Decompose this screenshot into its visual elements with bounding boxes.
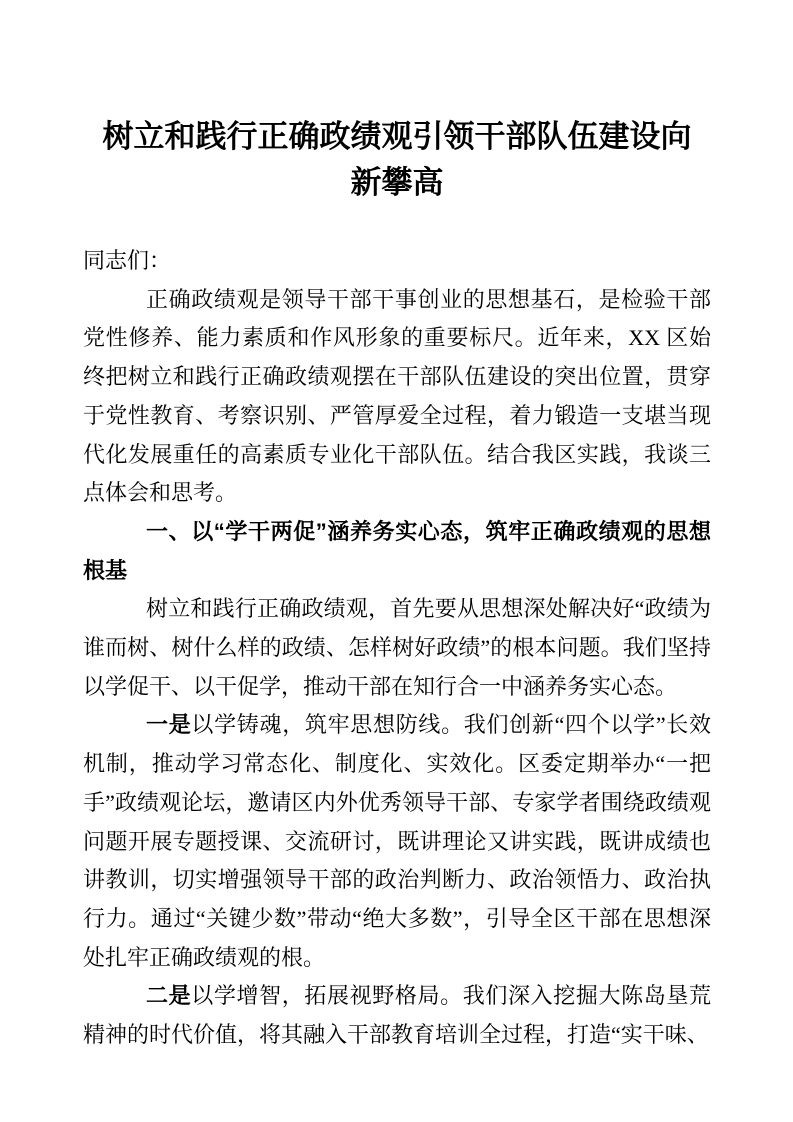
greeting-line: 同志们： (83, 248, 172, 273)
document-title: 树立和践行正确政绩观引领干部队伍建设向新攀高 (102, 119, 692, 200)
paragraph-text: 以学铸魂，筑牢思想防线。我们创新“四个以学”长效机制，推动学习常态化、制度化、实效化。区委定期举办“一把手”政绩观论坛，邀请区内外优秀领导干部、专家学者围绕政绩观问题开展专题授课、交流研讨，既讲理论又讲实践，既讲成绩也讲教训，切实增强领导干部的政治判断力、政治领悟力、政治执行力。通过“关键少数”带动“绝大多数”，引导全区干部在思想深处扎牢正确政绩观的根。 (83, 712, 711, 970)
intro-paragraph: 正确政绩观是领导干部干事创业的思想基石，是检验干部党性修养、能力素质和作风形象的重要标尺。近年来，XX 区始终把树立和践行正确政绩观摆在干部队伍建设的突出位置，贯穿于党性教育、考察识别、严管厚爱全过程，着力锻造一支堪当现代化发展重任的高素质专业化干部队伍。结合我区实践，我谈三点体会和思考。 (83, 286, 711, 506)
paragraph-lead-yishi: 一是 (146, 712, 192, 738)
section-1-paragraph-3 (83, 977, 711, 1054)
paragraph-text: 以学增智，拓展视野格局。我们深入挖掘大陈岛垦荒精神的时代价值，将其融入干部教育培训全过程，打造“实干味、 (83, 983, 711, 1048)
section-1-paragraph-1: 树立和践行正确政绩观，首先要从思想深处解决好“政绩为谁而树、树什么样的政绩、怎样树好政绩”的根本问题。我们坚持以学促干、以干促学，推动干部在知行合一中涵养务实心态。 (83, 596, 711, 699)
document-body (83, 242, 711, 1055)
section-1-paragraph-2 (83, 706, 711, 977)
section-1-heading: 一、以“学干两促”涵养务实心态，筑牢正确政绩观的思想根基 (83, 518, 711, 583)
paragraph-lead-ershi: 二是 (146, 983, 192, 1009)
